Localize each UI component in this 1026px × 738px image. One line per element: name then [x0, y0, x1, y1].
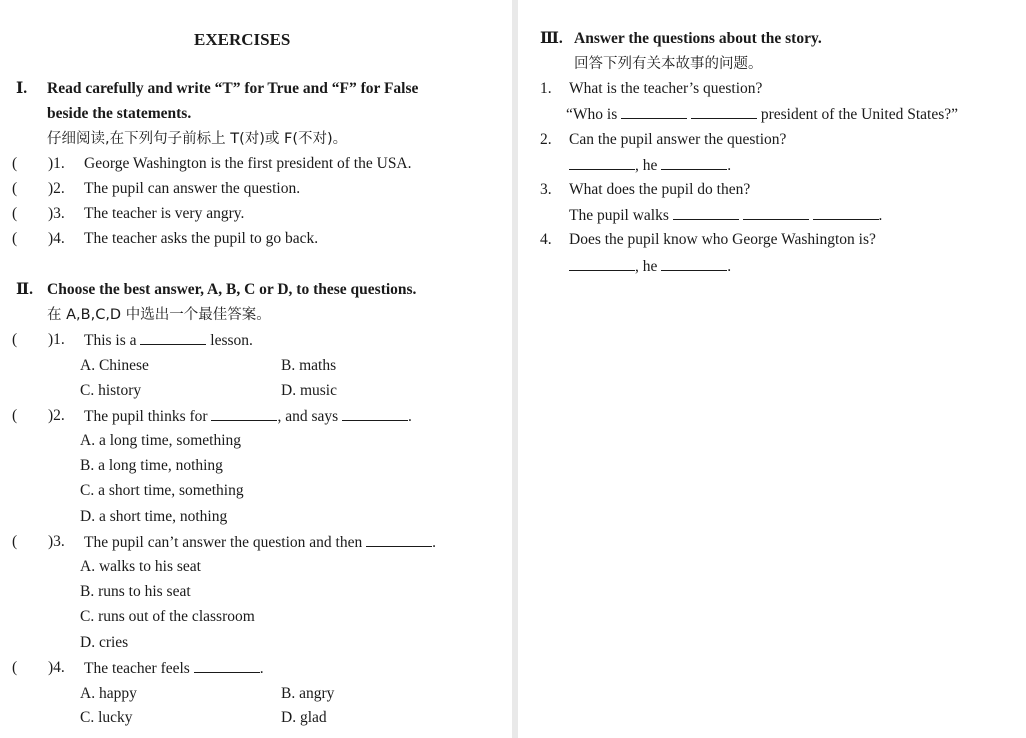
answer-blank[interactable] [813, 205, 879, 220]
question-text: The pupil can’t answer the question and then . [84, 534, 436, 551]
option-c[interactable]: C. a short time, something [80, 482, 244, 499]
option-b[interactable]: B. angry [281, 685, 335, 702]
statement-text: The teacher asks the pupil to go back. [84, 230, 319, 247]
right-page [518, 0, 1026, 738]
section-3-heading: Answer the questions about the story. [574, 30, 822, 47]
option-a[interactable]: A. a long time, something [80, 432, 242, 449]
answer-line: , he . [569, 256, 731, 277]
answer-blank[interactable] [342, 406, 408, 421]
option-d[interactable]: D. cries [80, 634, 129, 651]
option-d[interactable]: D. a short time, nothing [80, 508, 228, 525]
answer-paren[interactable]: ( [12, 533, 18, 550]
question-text: Can the pupil answer the question? [569, 131, 787, 148]
section-2-heading: Choose the best answer, A, B, C or D, to these questions. [47, 281, 417, 298]
statement-number: )1. [48, 155, 65, 172]
question-number: )4. [48, 659, 65, 676]
answer-line: “Who is president of the United States?” [566, 106, 958, 123]
question-text: Does the pupil know who George Washington is? [569, 231, 876, 248]
answer-paren[interactable]: ( [12, 230, 18, 247]
option-c[interactable]: C. history [80, 382, 142, 399]
answer-paren[interactable]: ( [12, 180, 18, 197]
option-b[interactable]: B. a long time, nothing [80, 457, 223, 474]
section-1-heading: Read carefully and write “T” for True and “F” for False [47, 80, 419, 97]
answer-paren[interactable]: ( [12, 407, 18, 424]
answer-line: The pupil walks . [569, 207, 883, 224]
answer-blank[interactable] [569, 155, 635, 170]
statement-text: George Washington is the first president of the USA. [84, 155, 412, 172]
answer-blank[interactable] [211, 406, 277, 421]
question-number: 2. [540, 131, 552, 148]
section-2-chinese-instruction: 在 A,B,C,D 中选出一个最佳答案。 [47, 307, 271, 323]
answer-paren[interactable]: ( [12, 331, 18, 348]
answer-blank[interactable] [621, 104, 687, 119]
question-text: This is a lesson. [84, 332, 253, 349]
question-number: 3. [540, 181, 552, 198]
option-c[interactable]: C. runs out of the classroom [80, 608, 255, 625]
question-number: )1. [48, 331, 65, 348]
question-text: The teacher feels . [84, 660, 264, 677]
answer-blank[interactable] [661, 155, 727, 170]
answer-paren[interactable]: ( [12, 205, 18, 222]
answer-paren[interactable]: ( [12, 155, 18, 172]
option-a[interactable]: A. Chinese [80, 357, 149, 374]
answer-blank[interactable] [366, 532, 432, 547]
answer-line: , he . [569, 155, 731, 176]
question-number: )3. [48, 533, 65, 550]
question-number: 4. [540, 231, 552, 248]
question-text: The pupil thinks for , and says . [84, 408, 412, 425]
section-3-chinese-instruction: 回答下列有关本故事的问题。 [574, 56, 763, 72]
page-title: EXERCISES [194, 30, 291, 49]
statement-number: )3. [48, 205, 65, 222]
option-b[interactable]: B. runs to his seat [80, 583, 191, 600]
statement-text: The pupil can answer the question. [84, 180, 301, 197]
option-d[interactable]: D. music [281, 382, 337, 399]
question-number: )2. [48, 407, 65, 424]
answer-blank[interactable] [569, 256, 635, 271]
section-1-heading-cont: beside the statements. [47, 105, 192, 122]
section-3-number: Ⅲ. [540, 30, 563, 47]
section-1-number: Ⅰ. [16, 80, 28, 97]
answer-blank[interactable] [661, 256, 727, 271]
answer-blank[interactable] [194, 658, 260, 673]
answer-blank[interactable] [743, 205, 809, 220]
left-page [0, 0, 512, 738]
statement-text: The teacher is very angry. [84, 205, 245, 222]
answer-blank[interactable] [691, 104, 757, 119]
section-1-chinese-instruction: 仔细阅读,在下列句子前标上 T(对)或 F(不对)。 [47, 131, 348, 147]
question-text: What does the pupil do then? [569, 181, 751, 198]
answer-paren[interactable]: ( [12, 659, 18, 676]
answer-blank[interactable] [673, 205, 739, 220]
section-2-number: Ⅱ. [16, 281, 33, 298]
answer-blank[interactable] [140, 330, 206, 345]
option-a[interactable]: A. happy [80, 685, 137, 702]
statement-number: )2. [48, 180, 65, 197]
question-number: 1. [540, 80, 552, 97]
option-a[interactable]: A. walks to his seat [80, 558, 201, 575]
question-text: What is the teacher’s question? [569, 80, 763, 97]
statement-number: )4. [48, 230, 65, 247]
option-d[interactable]: D. glad [281, 709, 327, 726]
option-b[interactable]: B. maths [281, 357, 337, 374]
option-c[interactable]: C. lucky [80, 709, 133, 726]
